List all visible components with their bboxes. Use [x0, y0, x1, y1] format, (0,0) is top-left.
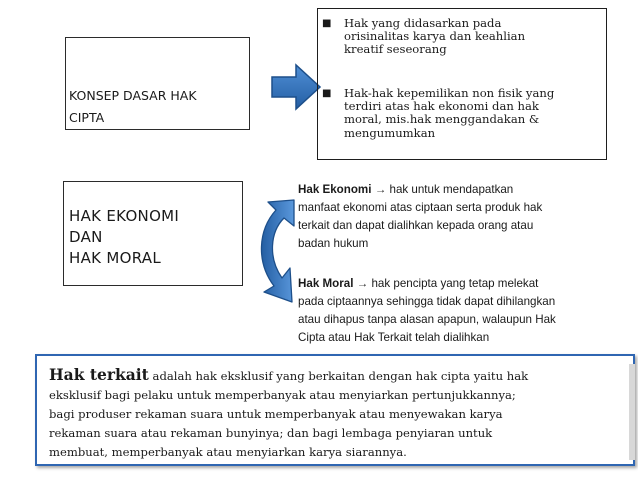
- hak-moral-definition: [298, 275, 618, 347]
- terkait-line: bagi produser rekaman suara untuk memperbanyak atau menyewakan karya: [49, 407, 503, 421]
- moral-line: atau dihapus tanpa alasan apapun, walaupun Hak: [298, 313, 556, 326]
- point-1-line: orisinalitas karya dan keahlian: [344, 29, 526, 44]
- point-2-line: moral, mis.hak menggandakan &: [344, 112, 540, 127]
- moral-line: Cipta atau Hak Terkait telah dialihkan: [298, 331, 490, 344]
- arrow-right-icon: [270, 62, 322, 112]
- ekonomi-title-line-2: DAN: [69, 228, 103, 246]
- konsep-title-line-2: CIPTA: [69, 110, 105, 125]
- hak-ekonomi-moral-box: [63, 181, 243, 286]
- ekonomi-line: manfaat ekonomi atas ciptaan serta produk hak: [298, 201, 543, 214]
- point-1-line: kreatif seseorang: [344, 42, 447, 57]
- hak-cipta-points-box: [317, 8, 607, 160]
- right-arrow-icon: →: [374, 183, 387, 196]
- konsep-title-line-1: KONSEP DASAR HAK: [69, 88, 197, 103]
- square-bullet-icon: ■: [322, 18, 332, 29]
- point-2-line: terdiri atas hak ekonomi dan hak: [344, 99, 539, 114]
- ekonomi-line: hak untuk mendapatkan: [386, 183, 514, 196]
- moral-line: hak pencipta yang tetap melekat: [368, 277, 539, 290]
- ekonomi-title-line-1: HAK EKONOMI: [69, 207, 180, 225]
- hak-terkait-term: Hak terkait: [49, 365, 149, 384]
- konsep-dasar-title: [69, 85, 244, 129]
- hak-ekonomi-term: Hak Ekonomi: [298, 183, 372, 196]
- ekonomi-title-line-3: HAK MORAL: [69, 249, 162, 267]
- square-bullet-icon: ■: [322, 88, 332, 99]
- ekonomi-line: badan hukum: [298, 237, 369, 250]
- hak-ekonomi-moral-title: [69, 206, 179, 269]
- terkait-line: adalah hak eksklusif yang berkaitan dengan hak cipta yaitu hak: [148, 369, 529, 383]
- right-arrow-icon: →: [356, 277, 369, 290]
- hak-ekonomi-definition: [298, 181, 618, 253]
- point-2-line: mengumumkan: [344, 125, 436, 140]
- moral-line: pada ciptaannya sehingga tidak dapat dihilangkan: [298, 295, 556, 308]
- definitions-block: [298, 181, 618, 344]
- konsep-dasar-box: [65, 37, 250, 130]
- point-2-line: Hak-hak kepemilikan non fisik yang: [344, 86, 555, 100]
- ekonomi-line: terkait dan dapat dialihkan kepada orang atau: [298, 219, 534, 232]
- curved-double-arrow-icon: [250, 196, 298, 306]
- terkait-line: eksklusif bagi pelaku untuk memperbanyak atau menyiarkan pertunjukkannya;: [49, 388, 516, 402]
- terkait-line: rekaman suara atau rekaman bunyinya; dan bagi lembaga penyiaran untuk: [49, 426, 493, 440]
- hak-terkait-text: [49, 365, 623, 462]
- terkait-line: membuat, memperbanyak atau menyiarkan karya siarannya.: [49, 445, 407, 459]
- hak-cipta-point: [322, 87, 592, 140]
- hak-moral-term: Hak Moral: [298, 277, 354, 290]
- hak-cipta-point: [322, 17, 592, 57]
- hak-terkait-box: [35, 354, 635, 466]
- point-1-line: Hak yang didasarkan pada: [344, 16, 502, 30]
